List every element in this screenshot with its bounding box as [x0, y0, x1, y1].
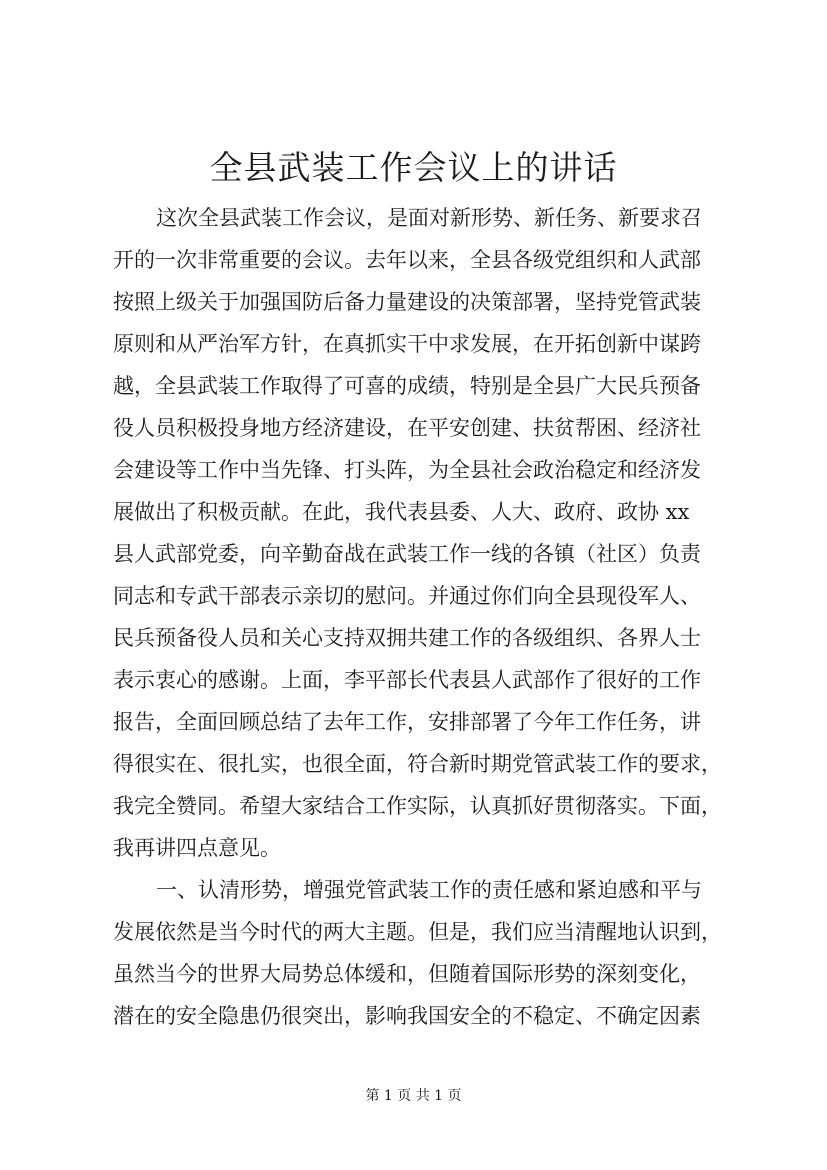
body-line: 同志和专武干部表示亲切的慰问。并通过你们向全县现役军人、	[113, 584, 701, 608]
body-line: 按照上级关于加强国防后备力量建设的决策部署，坚持党管武装	[113, 290, 701, 314]
body-line: 役人员积极投身地方经济建设，在平安创建、扶贫帮困、经济社	[113, 416, 701, 440]
document-title: 全县武装工作会议上的讲话	[209, 148, 618, 187]
body-line: 表示衷心的感谢。上面，李平部长代表县人武部作了很好的工作	[113, 668, 701, 692]
body-line: 县人武部党委，向辛勤奋战在武装工作一线的各镇（社区）负责	[113, 542, 701, 566]
body-line: 开的一次非常重要的会议。去年以来，全县各级党组织和人武部	[113, 248, 701, 272]
body-line: 会建设等工作中当先锋、打头阵，为全县社会政治稳定和经济发	[113, 458, 701, 482]
body-line: 原则和从严治军方针，在真抓实干中求发展，在开拓创新中谋跨	[113, 332, 701, 356]
body-line: 一、认清形势，增强党管武装工作的责任感和紧迫感和平与	[156, 878, 702, 902]
body-line: 虽然当今的世界大局势总体缓和，但随着国际形势的深刻变化，	[113, 962, 701, 986]
body-line: 展做出了积极贡献。在此，我代表县委、人大、政府、政协 xx	[113, 500, 690, 524]
body-line: 越，全县武装工作取得了可喜的成绩，特别是全县广大民兵预备	[113, 374, 701, 398]
page-footer: 第 1 页 共 1 页	[365, 1088, 462, 1104]
body-line: 得很实在、很扎实，也很全面，符合新时期党管武装工作的要求，	[113, 752, 722, 776]
body-line: 我完全赞同。希望大家结合工作实际，认真抓好贯彻落实。下面，	[113, 794, 722, 818]
body-line: 民兵预备役人员和关心支持双拥共建工作的各级组织、各界人士	[113, 626, 701, 650]
body-line: 潜在的安全隐患仍很突出，影响我国安全的不稳定、不确定因素	[113, 1004, 701, 1028]
body-line: 这次全县武装工作会议，是面对新形势、新任务、新要求召	[156, 206, 702, 230]
body-line: 发展依然是当今时代的两大主题。但是，我们应当清醒地认识到，	[113, 920, 722, 944]
body-line: 我再讲四点意见。	[113, 836, 281, 860]
body-line: 报告，全面回顾总结了去年工作，安排部署了今年工作任务，讲	[113, 710, 701, 734]
